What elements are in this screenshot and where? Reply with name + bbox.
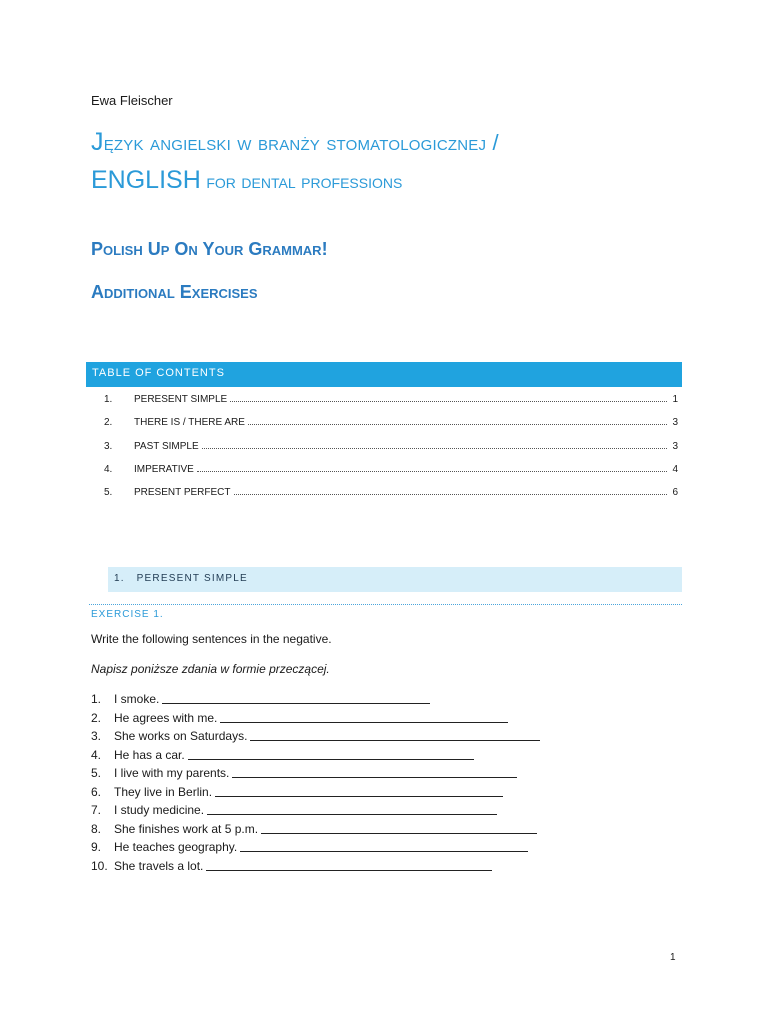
exercise-item bbox=[91, 729, 540, 748]
toc-header-bar bbox=[86, 362, 682, 387]
toc-entry-page[interactable]: 4 bbox=[672, 463, 678, 475]
exercise-item bbox=[91, 748, 540, 767]
toc-entry[interactable] bbox=[104, 487, 678, 510]
exercise-item bbox=[91, 840, 540, 859]
answer-blank[interactable] bbox=[232, 766, 517, 778]
toc-leader-dots bbox=[234, 493, 668, 495]
toc-leader-dots bbox=[248, 423, 667, 425]
exercise-item bbox=[91, 711, 540, 730]
item-number: 9. bbox=[91, 840, 102, 854]
author-name: Ewa Fleischer bbox=[91, 93, 173, 108]
item-text: She travels a lot. bbox=[114, 858, 204, 873]
answer-blank[interactable] bbox=[250, 729, 540, 741]
item-number: 6. bbox=[91, 784, 102, 799]
toc-entry-number: 1. bbox=[104, 394, 113, 405]
exercise-item bbox=[91, 785, 540, 804]
title-english: ENGLISH bbox=[91, 166, 201, 194]
document-title-line-1 bbox=[91, 128, 499, 157]
toc-leader-dots bbox=[197, 470, 667, 472]
toc-entry-number: 2. bbox=[104, 417, 113, 429]
item-text: I live with my parents. bbox=[114, 766, 230, 780]
toc-entry[interactable] bbox=[104, 464, 678, 487]
answer-blank[interactable] bbox=[220, 711, 508, 723]
item-text: I smoke. bbox=[114, 692, 160, 706]
item-text: He teaches geography. bbox=[114, 840, 238, 854]
item-text: They live in Berlin. bbox=[114, 784, 213, 799]
title-line-2-rest: for dental professions bbox=[200, 171, 403, 193]
toc-entry-label[interactable]: PAST SIMPLE bbox=[134, 440, 199, 452]
toc-entry-label[interactable]: IMPERATIVE bbox=[134, 463, 194, 475]
document-title-line-2 bbox=[91, 166, 402, 196]
item-number: 10. bbox=[91, 858, 108, 873]
exercise-item bbox=[91, 692, 540, 711]
toc-leader-dots bbox=[202, 447, 667, 449]
exercise-instruction-polish: Napisz poniższe zdania w formie przeczącej. bbox=[91, 662, 330, 676]
exercise-heading: EXERCISE 1. bbox=[91, 609, 164, 620]
section-heading-bar bbox=[108, 567, 682, 592]
toc-entry-number: 3. bbox=[104, 440, 113, 452]
exercise-item bbox=[91, 803, 540, 822]
toc-entry-number: 4. bbox=[104, 463, 113, 475]
item-number: 5. bbox=[91, 766, 102, 780]
toc-entry-label[interactable]: PRESENT PERFECT bbox=[134, 487, 231, 499]
item-text: I study medicine. bbox=[114, 803, 205, 817]
answer-blank[interactable] bbox=[240, 840, 528, 852]
answer-blank[interactable] bbox=[207, 803, 497, 815]
item-number: 4. bbox=[91, 747, 102, 762]
toc-entry-label[interactable]: THERE IS / THERE ARE bbox=[134, 417, 245, 429]
item-number: 2. bbox=[91, 710, 102, 725]
heading-polish-up: Polish Up On Your Grammar! bbox=[91, 239, 328, 259]
exercise-instruction: Write the following sentences in the negative. bbox=[91, 632, 332, 646]
toc-entry-number: 5. bbox=[104, 487, 113, 499]
toc-entry-label[interactable]: PERESENT SIMPLE bbox=[134, 394, 228, 405]
item-text: He agrees with me. bbox=[114, 710, 218, 725]
dotted-divider bbox=[89, 604, 682, 605]
title-initial: J bbox=[91, 128, 104, 156]
table-of-contents bbox=[104, 394, 678, 510]
toc-entry-page[interactable]: 1 bbox=[672, 394, 678, 405]
toc-entry-page[interactable]: 6 bbox=[672, 487, 678, 499]
toc-entry[interactable] bbox=[104, 441, 678, 464]
answer-blank[interactable] bbox=[188, 748, 474, 760]
answer-blank[interactable] bbox=[162, 692, 430, 704]
toc-title: TABLE OF CONTENTS bbox=[92, 367, 225, 379]
answer-blank[interactable] bbox=[261, 822, 537, 834]
exercise-item bbox=[91, 859, 540, 878]
toc-entry[interactable] bbox=[104, 394, 678, 417]
exercise-item bbox=[91, 766, 540, 785]
item-number: 3. bbox=[91, 729, 102, 743]
title-line-1-rest: ęzyk angielski w branży stomatologicznej / bbox=[103, 130, 499, 155]
item-number: 7. bbox=[91, 803, 102, 817]
heading-additional-exercises: Additional Exercises bbox=[91, 282, 258, 302]
toc-entry-page[interactable]: 3 bbox=[672, 440, 678, 452]
answer-blank[interactable] bbox=[215, 785, 503, 797]
answer-blank[interactable] bbox=[206, 859, 492, 871]
exercise-item bbox=[91, 822, 540, 841]
item-number: 1. bbox=[91, 692, 102, 706]
item-text: He has a car. bbox=[114, 747, 185, 762]
item-text: She finishes work at 5 p.m. bbox=[114, 821, 259, 836]
toc-entry-page[interactable]: 3 bbox=[672, 417, 678, 429]
item-text: She works on Saturdays. bbox=[114, 729, 248, 743]
toc-entry[interactable] bbox=[104, 417, 678, 440]
exercise-items bbox=[91, 692, 540, 877]
item-number: 8. bbox=[91, 821, 102, 836]
section-heading: 1. PERESENT SIMPLE bbox=[114, 573, 248, 584]
toc-leader-dots bbox=[230, 400, 667, 402]
page-number: 1 bbox=[670, 952, 676, 963]
